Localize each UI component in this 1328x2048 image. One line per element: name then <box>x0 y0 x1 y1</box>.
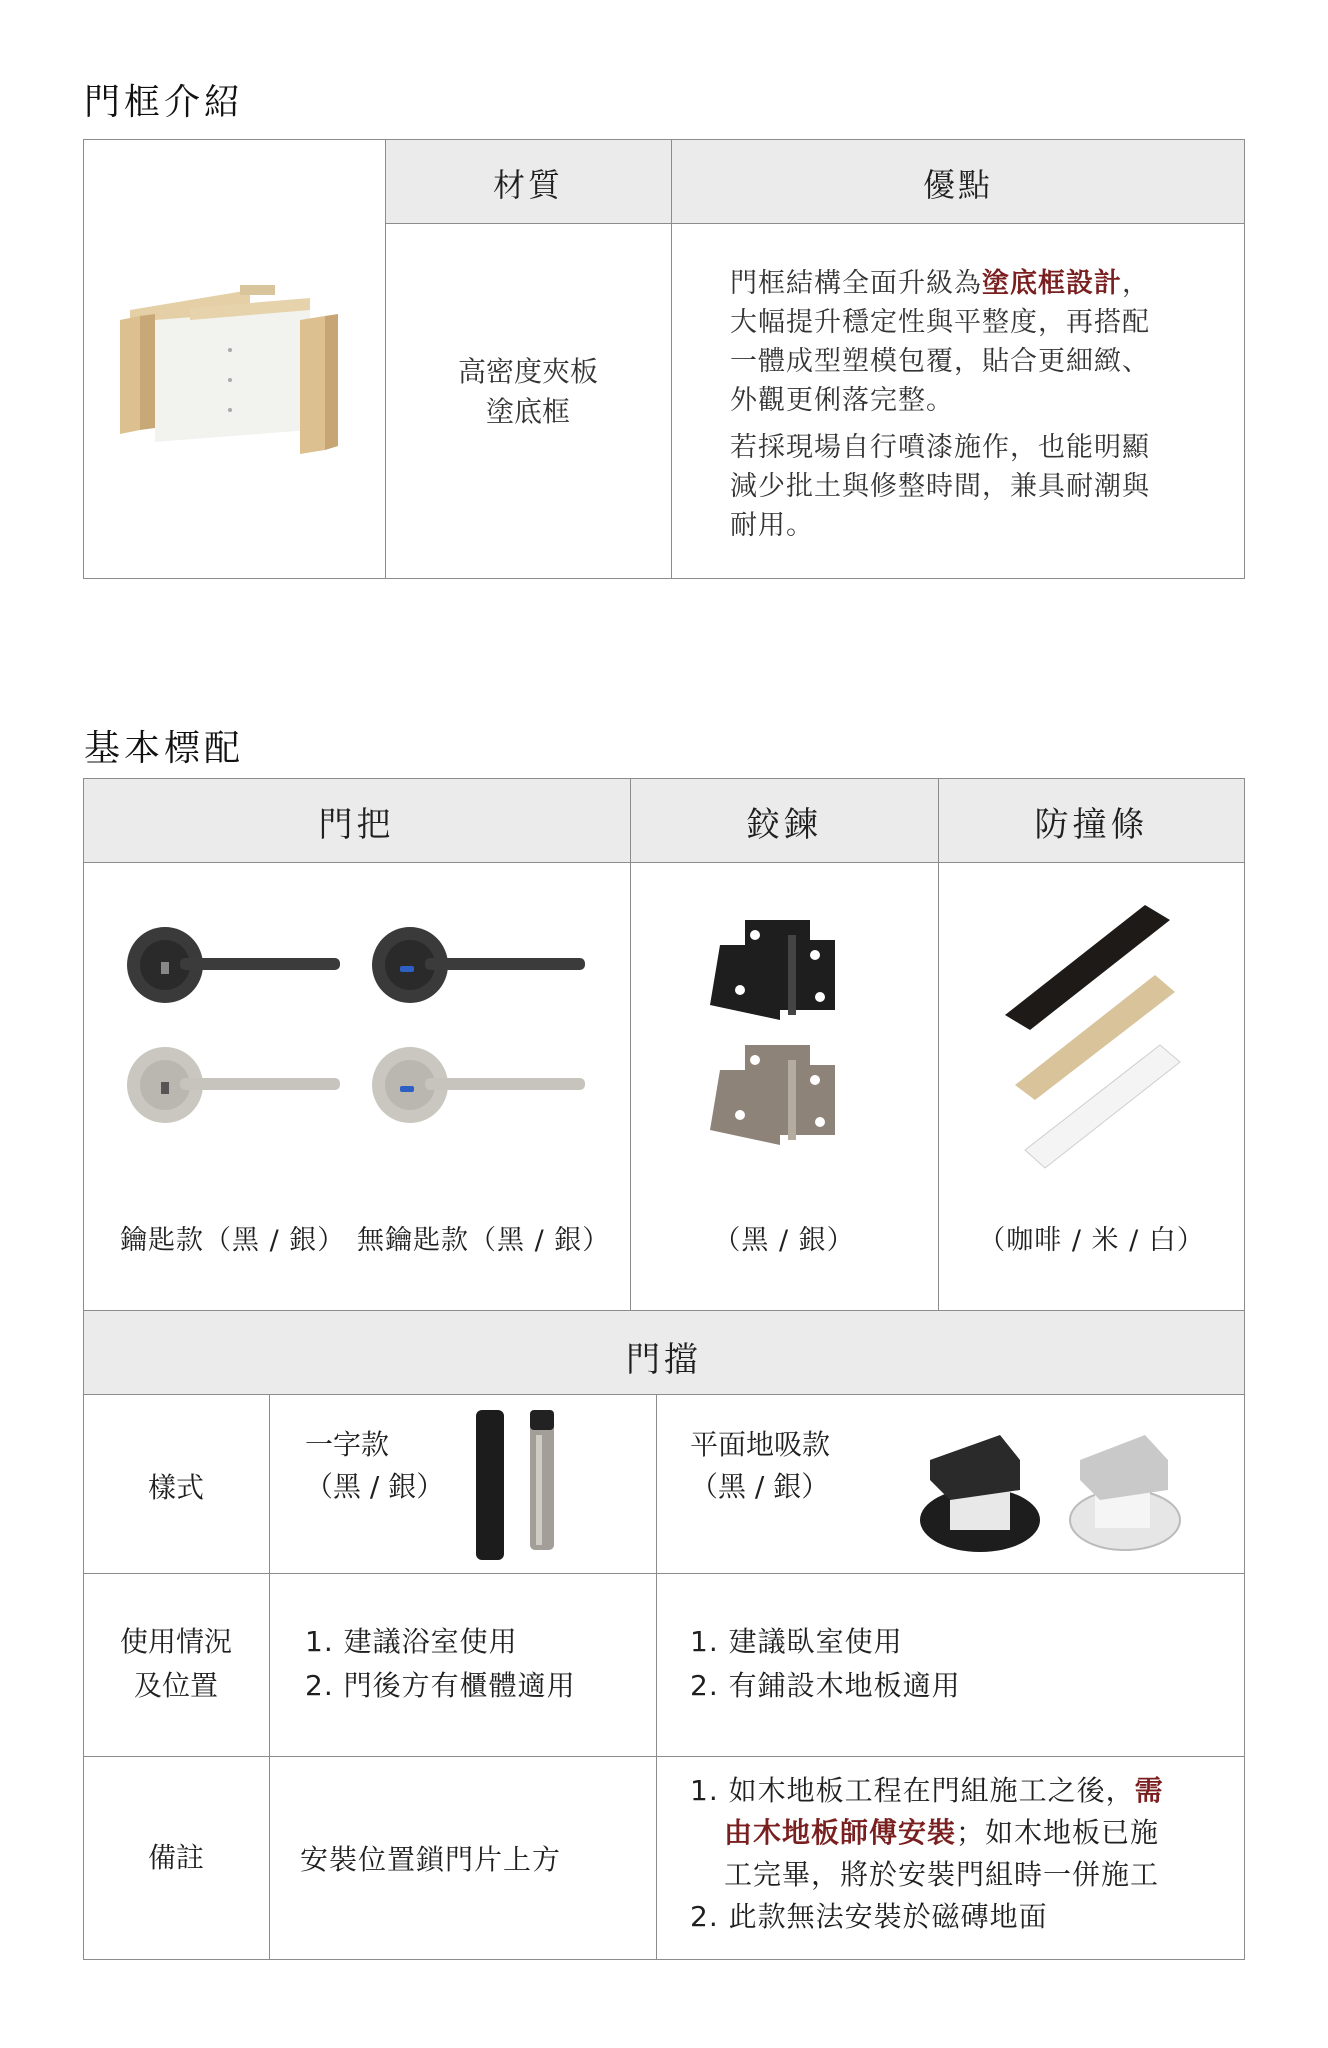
usage-item: 2. 有鋪設木地板適用 <box>690 1669 961 1702</box>
divider <box>1244 1310 1245 1960</box>
stopper-name: 平面地吸款 <box>690 1428 831 1461</box>
section-title-standard: 基本標配 <box>84 728 245 769</box>
adv-line: 若採現場自行噴漆施作，也能明顯 <box>730 432 1150 463</box>
divider <box>83 862 1245 863</box>
usage-item: 1. 建議臥室使用 <box>690 1625 903 1658</box>
row-label-style: 樣式 <box>147 1471 204 1504</box>
adv-line: 一體成型塑模包覆，貼合更細緻、 <box>730 346 1150 377</box>
header-hinge: 鉸鍊 <box>746 805 822 845</box>
adv-line: 減少批土與修整時間，兼具耐潮與 <box>730 471 1150 502</box>
adv-text: ， <box>1122 268 1150 299</box>
bumper-strip-image <box>995 900 1185 1180</box>
stopper-colors: （黑 / 銀） <box>690 1470 830 1503</box>
note-line: 工完畢，將於安裝門組時一併施工 <box>724 1858 1160 1891</box>
note-text: 1. 如木地板工程在門組施工之後， <box>690 1774 1135 1807</box>
hinge-black-image <box>700 915 880 1025</box>
row-label-line: 使用情況 <box>119 1625 232 1658</box>
divider <box>83 139 84 579</box>
divider <box>83 1394 1245 1395</box>
material-line: 高密度夾板 <box>457 355 598 388</box>
caption-strip: （咖啡 / 米 / 白） <box>978 1225 1205 1256</box>
stopper-name: 一字款 <box>305 1428 390 1461</box>
divider <box>83 778 84 1310</box>
note-line: 2. 此款無法安裝於磁磚地面 <box>690 1900 1048 1933</box>
divider <box>83 778 1245 779</box>
material-line: 塗底框 <box>485 395 570 428</box>
divider <box>656 1394 657 1960</box>
caption-hinge: （黑 / 銀） <box>713 1225 855 1256</box>
magnetic-stopper-image <box>910 1420 1190 1560</box>
row-label-usage <box>83 1620 269 1708</box>
row-label-note: 備註 <box>147 1841 204 1874</box>
divider <box>83 1756 1245 1757</box>
adv-highlight: 塗底框設計 <box>982 268 1122 299</box>
note-line <box>690 1812 1235 1854</box>
section-title-frame: 門框介紹 <box>84 82 245 123</box>
caption-nokey-handle: 無鑰匙款（黑 / 銀） <box>357 1225 611 1256</box>
handle-nokey-black-image <box>370 920 590 1010</box>
note-highlight: 由木地板師傅安裝 <box>724 1816 957 1849</box>
stopper-col1-style <box>305 1424 444 1508</box>
stopper-col2-note <box>690 1770 1235 1938</box>
divider <box>83 1959 1245 1960</box>
divider <box>83 1573 1245 1574</box>
usage-item: 2. 門後方有櫃體適用 <box>305 1669 576 1702</box>
adv-line: 大幅提升穩定性與平整度，再搭配 <box>730 307 1150 338</box>
divider <box>83 578 1245 579</box>
divider <box>385 223 1245 224</box>
handle-key-black-image <box>125 920 345 1010</box>
divider <box>269 1394 270 1960</box>
adv-line: 耐用。 <box>730 510 814 541</box>
caption-key-handle: 鑰匙款（黑 / 銀） <box>120 1225 346 1256</box>
stopper-col2-usage <box>690 1620 961 1708</box>
header-handle: 門把 <box>318 805 395 845</box>
stopper-col1-note: 安裝位置鎖門片上方 <box>300 1843 562 1876</box>
note-text: ；如木地板已施 <box>956 1816 1160 1849</box>
note-line <box>690 1770 1235 1812</box>
stopper-col1-usage <box>305 1620 576 1708</box>
stopper-bar-image <box>470 1405 560 1565</box>
adv-text: 門框結構全面升級為 <box>730 268 982 299</box>
door-frame-image <box>110 280 340 470</box>
header-stopper: 門擋 <box>626 1340 702 1380</box>
divider <box>83 139 1245 140</box>
stopper-colors: （黑 / 銀） <box>305 1470 445 1503</box>
handle-key-silver-image <box>125 1040 345 1130</box>
adv-line: 外觀更俐落完整。 <box>730 385 954 416</box>
header-strip: 防撞條 <box>1034 805 1149 845</box>
adv-line <box>730 264 1230 303</box>
header-material: 材質 <box>492 166 563 204</box>
advantages-text <box>730 264 1230 545</box>
material-text <box>385 352 671 432</box>
header-advantages: 優點 <box>922 166 993 204</box>
row-label-line: 及位置 <box>133 1669 218 1702</box>
note-highlight: 需 <box>1134 1774 1164 1807</box>
hinge-silver-image <box>700 1040 880 1150</box>
usage-item: 1. 建議浴室使用 <box>305 1625 518 1658</box>
handle-nokey-silver-image <box>370 1040 590 1130</box>
stopper-col2-style <box>690 1424 830 1508</box>
